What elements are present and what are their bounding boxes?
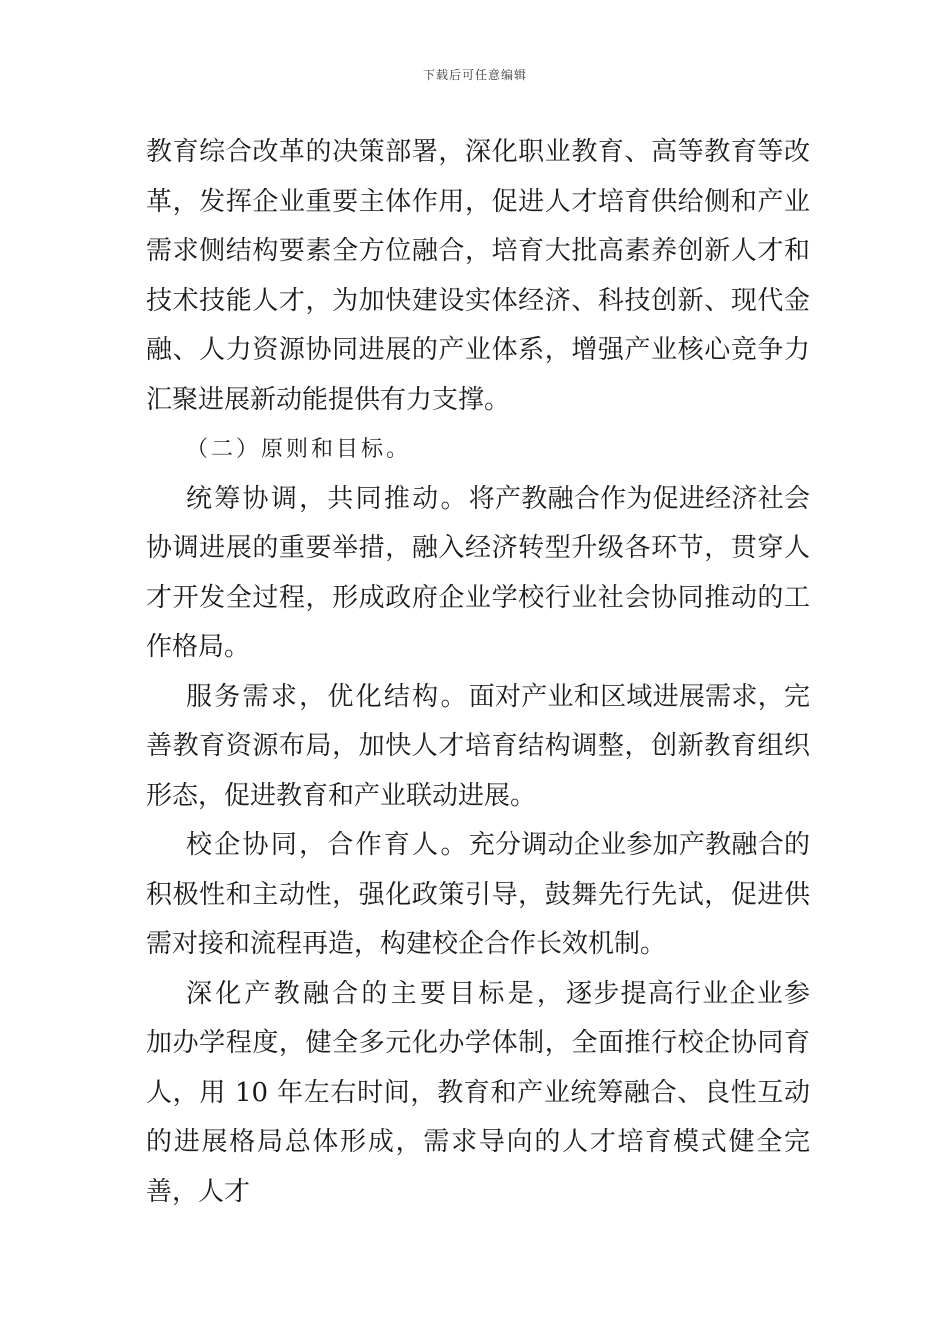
paragraph-principle-cooperation — [146, 821, 810, 970]
paragraph-principle-coordination — [146, 475, 810, 673]
section-heading: （二）原则和目标。 — [186, 437, 412, 462]
paragraph-main-goal — [146, 970, 810, 1218]
paragraph-lead: 服务需求，优化结构。 — [186, 681, 469, 712]
paragraph-intro — [146, 128, 810, 425]
document-body — [146, 128, 810, 1217]
paragraph-lead: 校企协同，合作育人。 — [186, 830, 469, 860]
paragraph-lead: 统筹协调，共同推动。 — [186, 483, 469, 514]
paragraph-principle-demand — [146, 673, 810, 822]
paragraph-text: 将产教融合作为促进经济社会协调进展的重要举措，融入经济转型升级各环节，贯穿人才开发全过程，形成政府企业学校行业社会协同推动的工作格局。 — [146, 483, 810, 662]
paragraph-text: 面对产业和区域进展需求，完善教育资源布局，加快人才培育结构调整，创新教育组织形态，促进教育和产业联动进展。 — [146, 681, 810, 811]
paragraph-lead: 深化产教融合的主要目标是， — [186, 978, 567, 1009]
page-header-note: 下载后可任意编辑 — [422, 68, 527, 82]
paragraph-text: 充分调动企业参加产教融合的积极性和主动性，强化政策引导，鼓舞先行先试，促进供需对接和流程再造，构建校企合作长效机制。 — [146, 830, 810, 959]
paragraph-text: 逐步提高行业企业参加办学程度，健全多元化办学体制，全面推行校企协同育人，用 10 年左右时间，教育和产业统筹融合、良性互动的进展格局总体形成，需求导向的人才培育模式健全完善，人才 — [146, 978, 810, 1207]
paragraph-text: 教育综合改革的决策部署，深化职业教育、高等教育等改革，发挥企业重要主体作用，促进人才培育供给侧和产业需求侧结构要素全方位融合，培育大批高素养创新人才和技术技能人才，为加快建设实体经济、科技创新、现代金融、人力资源协同进展的产业体系，增强产业核心竞争力汇聚进展新动能提供有力支撑。 — [146, 137, 810, 415]
